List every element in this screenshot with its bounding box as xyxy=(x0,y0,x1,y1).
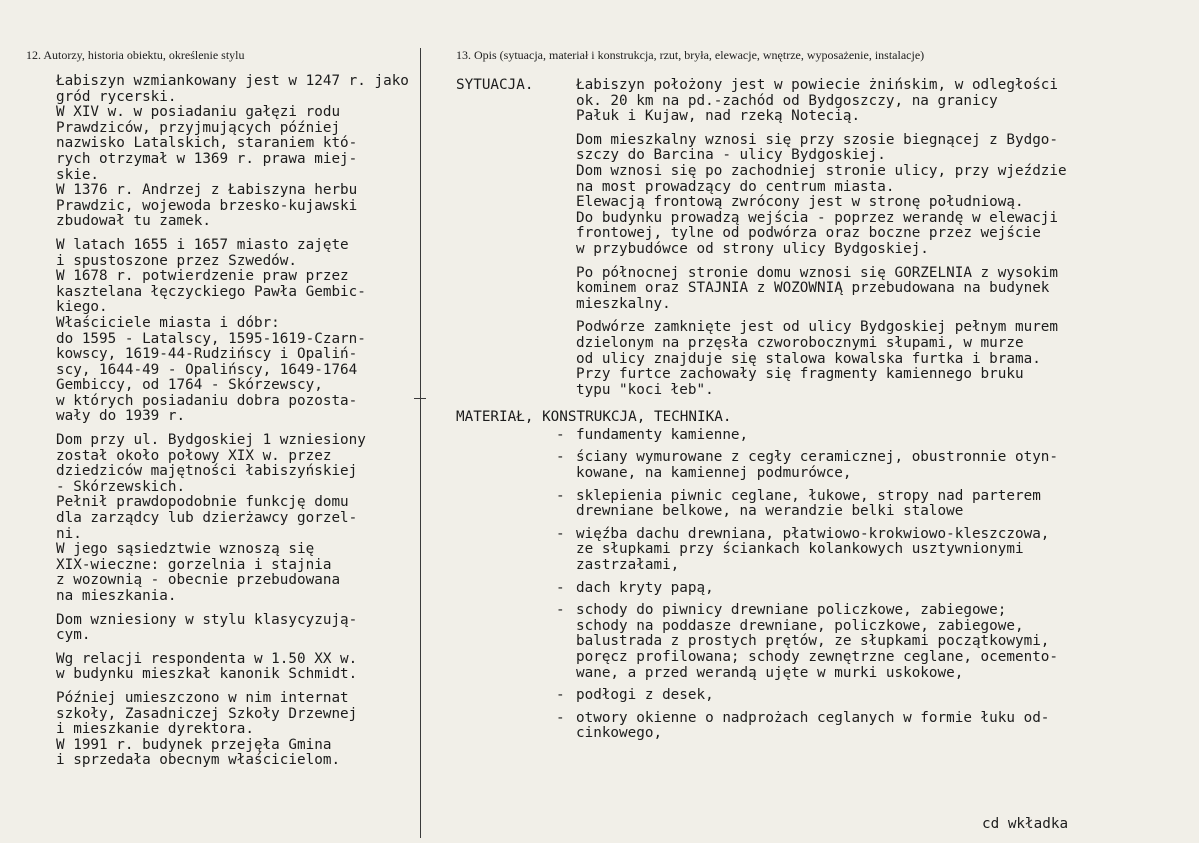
text-line: cinkowego, xyxy=(576,725,663,742)
material-item xyxy=(456,688,1186,704)
text-line: mieszkalny. xyxy=(576,295,671,312)
bullet-dash: - xyxy=(556,579,565,596)
history-column xyxy=(56,74,422,777)
text-line: W latach 1655 i 1657 miasto zajęte xyxy=(56,236,349,253)
text-line: gród rycerski. xyxy=(56,88,177,105)
text-line: XIX-wieczne: gorzelnia i stajnia xyxy=(56,556,332,573)
text-line: Później umieszczono w nim internat xyxy=(56,689,349,706)
material-item xyxy=(456,428,1186,444)
text-line: dzielonym na przęsła czworobocznymi słupami, w murze xyxy=(576,334,1024,351)
bullet-dash: - xyxy=(556,426,565,443)
text-line: do 1595 - Latalscy, 1595-1619-Czarn- xyxy=(56,330,366,347)
text-line: na mieszkania. xyxy=(56,588,177,604)
text-line: z wozownią - obecnie przebudowana xyxy=(56,572,341,589)
text-line: Do budynku prowadzą wejścia - poprzez werandę w elewacji xyxy=(576,209,1059,226)
material-item xyxy=(456,581,1186,597)
text-line: Podwórze zamknięte jest od ulicy Bydgoskiej pełnym murem xyxy=(576,319,1059,336)
history-paragraph xyxy=(56,652,422,683)
text-line: ściany wymurowane z cegły ceramicznej, obustronnie otyn- xyxy=(576,449,1059,466)
bullet-dash: - xyxy=(556,709,565,726)
text-line: cym. xyxy=(56,627,91,644)
sytuacja-paragraph xyxy=(456,78,1186,125)
text-line: sklepienia piwnic ceglane, łukowe, stropy nad parterem xyxy=(576,487,1041,504)
text-line: Wg relacji respondenta w 1.50 XX w. xyxy=(56,650,358,667)
text-line: zbudował tu zamek. xyxy=(56,213,211,230)
text-line: na most prowadzący do centrum miasta. xyxy=(576,178,895,195)
text-line: i spustoszone przez Szwedów. xyxy=(56,252,298,269)
history-paragraph xyxy=(56,613,422,644)
sytuacja-paragraph xyxy=(456,266,1186,313)
text-line: w których posiadaniu dobra pozosta- xyxy=(56,392,358,409)
text-line: Dom mieszkalny wznosi się przy szosie biegnącej z Bydgo- xyxy=(576,131,1059,148)
text-line: wały do 1939 r. xyxy=(56,408,186,425)
text-line: Pełnił prawdopodobnie funkcję domu xyxy=(56,494,349,511)
text-line: W 1991 r. budynek przejęła Gmina xyxy=(56,736,332,753)
text-line: został około połowy XIX w. przez xyxy=(56,447,332,464)
text-line: kominem oraz STAJNIA z WOZOWNIĄ przebudowana na budynek xyxy=(576,280,1050,297)
section-12-header: 12. Autorzy, historia obiektu, określenie stylu xyxy=(26,48,245,62)
bullet-dash: - xyxy=(556,687,565,704)
bullet-dash: - xyxy=(556,602,565,619)
text-line: scy, 1644-49 - Opalińscy, 1649-1764 xyxy=(56,361,358,378)
text-line: - Skórzewskich. xyxy=(56,478,186,495)
material-item xyxy=(456,527,1186,574)
material-item xyxy=(456,603,1186,681)
text-line: schody do piwnicy drewniane policzkowe, zabiegowe; xyxy=(576,602,1007,619)
text-line: Właściciele miasta i dóbr: xyxy=(56,314,280,331)
text-line: więźba dachu drewniana, płatwiowo-krokwiowo-kleszczowa, xyxy=(576,525,1050,542)
text-line: ok. 20 km na pd.-zachód od Bydgoszczy, na granicy xyxy=(576,92,998,109)
material-list xyxy=(456,428,1186,742)
text-line: podłogi z desek, xyxy=(576,687,714,704)
text-line: balustrada z prostych prętów, ze słupkami początkowymi, xyxy=(576,633,1050,650)
text-line: w budynku mieszkał kanonik Schmidt. xyxy=(56,666,358,683)
text-line: kasztelana łęczyckiego Pawła Gembic- xyxy=(56,283,366,300)
text-line: schody na poddasze drewniane, policzkowe, zabiegowe, xyxy=(576,617,1024,634)
text-line: otwory okienne o nadprożach ceglanych w formie łuku od- xyxy=(576,709,1050,726)
text-line: kiego. xyxy=(56,299,108,316)
text-line: szkoły, Zasadniczej Szkoły Drzewnej xyxy=(56,705,358,722)
text-line: drewniane belkowe, na werandzie belki stalowe xyxy=(576,503,964,520)
history-paragraph xyxy=(56,238,422,425)
bullet-dash: - xyxy=(556,525,565,542)
text-line: w przybudówce od strony ulicy Bydgoskiej. xyxy=(576,240,929,257)
text-line: skie. xyxy=(56,166,100,183)
text-line: poręcz profilowana; schody zewnętrzne ceglane, ocemento- xyxy=(576,649,1059,665)
text-line: Przy furtce zachowały się fragmenty kamiennego bruku xyxy=(576,366,1024,383)
history-paragraph xyxy=(56,691,422,769)
text-line: ni. xyxy=(56,525,82,542)
text-line: kowane, na kamiennej podmurówce, xyxy=(576,465,852,482)
section-13-header: 13. Opis (sytuacja, materiał i konstrukcja, rzut, bryła, elewacje, wnętrze, wyposażenie, instalacje) xyxy=(456,48,925,62)
text-line: dziedziców majętności łabiszyńskiej xyxy=(56,463,358,480)
material-item xyxy=(456,489,1186,520)
material-item xyxy=(456,450,1186,481)
text-line: dach kryty papą, xyxy=(576,579,714,596)
text-line: fundamenty kamienne, xyxy=(576,426,749,443)
text-line: frontowej, tylne od podwórza oraz boczne przez wejście xyxy=(576,225,1041,242)
text-line: i mieszkanie dyrektora. xyxy=(56,721,254,738)
material-label: MATERIAŁ, KONSTRUKCJA, TECHNIKA. xyxy=(456,409,732,426)
bullet-dash: - xyxy=(556,487,565,504)
text-line: Dom wzniesiony w stylu klasycyzują- xyxy=(56,611,358,628)
text-line: Łabiszyn wzmiankowany jest w 1247 r. jako xyxy=(56,73,409,89)
sytuacja-paragraph xyxy=(456,133,1186,258)
text-line: Prawdziców, przyjmujących później xyxy=(56,119,341,136)
text-line: dla zarządcy lub dzierżawcy gorzel- xyxy=(56,510,358,527)
sytuacja-text xyxy=(456,78,1186,398)
text-line: typu "koci łeb". xyxy=(576,381,714,398)
history-paragraph xyxy=(56,74,422,230)
text-line: Pałuk i Kujaw, nad rzeką Notecią. xyxy=(576,108,861,125)
text-line: W jego sąsiedztwie wznoszą się xyxy=(56,541,315,558)
text-line: Elewacją frontową zwrócony jest w stronę południową. xyxy=(576,194,1024,211)
text-line: Gembiccy, od 1764 - Skórzewscy, xyxy=(56,377,323,394)
text-line: kowscy, 1619-44-Rudzińscy i Opaliń- xyxy=(56,346,358,363)
text-line: rych otrzymał w 1369 r. prawa miej- xyxy=(56,150,358,167)
text-line: W 1678 r. potwierdzenie praw przez xyxy=(56,268,349,285)
sytuacja-label: SYTUACJA. xyxy=(456,77,534,93)
text-line: W XIV w. w posiadaniu gałęzi rodu xyxy=(56,104,341,121)
text-line: szczy do Barcina - ulicy Bydgoskiej. xyxy=(576,147,886,164)
text-line: wane, a przed werandą ujęte w murki uskokowe, xyxy=(576,664,964,681)
text-line: i sprzedała obecnym właścicielom. xyxy=(56,752,341,769)
material-item xyxy=(456,711,1186,742)
text-line: Dom wznosi się po zachodniej stronie ulicy, przy wjeździe xyxy=(576,162,1067,179)
text-line: od ulicy znajduje się stalowa kowalska furtka i brama. xyxy=(576,350,1041,367)
text-line: Łabiszyn położony jest w powiecie żnińskim, w odległości xyxy=(576,77,1059,93)
bullet-dash: - xyxy=(556,449,565,466)
text-line: ze słupkami przy ściankach kolankowych usztywnionymi xyxy=(576,541,1024,558)
text-line: zastrzałami, xyxy=(576,557,680,574)
text-line: Prawdzic, wojewoda brzesko-kujawski xyxy=(56,197,358,214)
sytuacja-paragraph xyxy=(456,320,1186,398)
text-line: Dom przy ul. Bydgoskiej 1 wzniesiony xyxy=(56,432,366,449)
history-paragraph xyxy=(56,433,422,605)
description-column xyxy=(456,78,1186,749)
continued-note: cd wkładka xyxy=(982,816,1069,832)
text-line: nazwisko Latalskich, staraniem któ- xyxy=(56,135,358,152)
text-line: W 1376 r. Andrzej z Łabiszyna herbu xyxy=(56,182,358,199)
text-line: Po północnej stronie domu wznosi się GORZELNIA z wysokim xyxy=(576,264,1059,281)
